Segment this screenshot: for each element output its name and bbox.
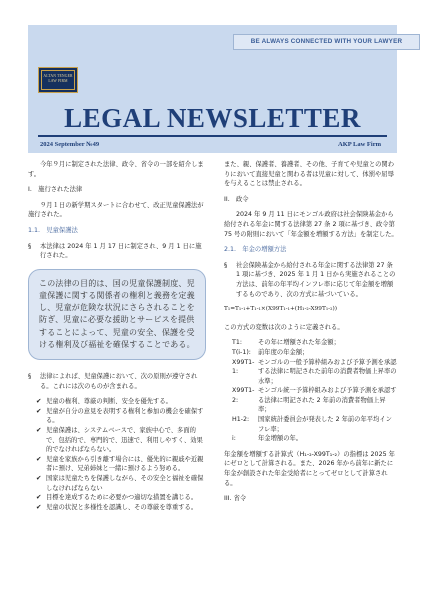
section-heading-ordinances: III. 省令 (224, 495, 247, 503)
variables-list (224, 338, 398, 444)
section-sign-icon: § (28, 242, 32, 250)
checkmark-icon: ✔ (36, 502, 42, 511)
list-item: ✔ 児童が自分の意見を表明する権利と参加の機会を確保する。 (36, 406, 204, 425)
checkmark-icon: ✔ (36, 473, 42, 482)
decrees-paragraph: 2024 年 9 月 11 日にモンゴル政府は社会保険基金から給付される年金に関する法律第 27 条 2 項に基づき、政令第 75 号の附則において「年金額を増額する方法」を制定した。 (224, 211, 398, 238)
formula-note: 年金額を増額する計算式（H₁-₂-X99T₁-₂）の指標は 2025 年にゼロとして計算される。また、2026 年から前年に新たに年金が創設された年金受給者にとってゼロとして計算される。 (224, 450, 395, 487)
variable-row: H1-2: 国家統計委員会が発表した 2 年前の年平均インフレ率； (232, 416, 392, 433)
variables-intro: この方式の変数は次のように定義される。 (224, 323, 344, 331)
pension-note (224, 261, 398, 299)
variable-row: X99T1-1: モンゴルの一般予算枠組みおよび予算予測を承認する法律に明記された前年の消費者物価上昇率の水準； (232, 358, 397, 385)
list-item: ✔ 児童の状況と多様性を認識し、その尊厳を尊重する。 (36, 502, 198, 511)
logo-text: ALTAN TENGER LAW FIRM (43, 74, 73, 83)
principles-intro (28, 372, 206, 391)
issue-date: 2024 September №49 (40, 141, 100, 148)
checkmark-icon: ✔ (36, 454, 42, 463)
laws-paragraph: ９月１日の新学期スタートに合わせて、改正児童保護法が施行された。 (28, 201, 204, 219)
enactment-note (28, 242, 206, 261)
pension-text: 社会保険基金から給付される年金に関する法律第 27 条 1 項に基づき、2025 年 1 月 1 日から実施されることの方法は、前年の年平均インフレ率に応じて年金額を増額するものであり、次の方式に基づいている。 (236, 261, 396, 298)
subsection-heading-child-protection: 1.1. 児童保護法 (28, 226, 78, 234)
variable-row: i: 年金増額の年。 (232, 435, 303, 443)
newsletter-header (28, 25, 403, 153)
left-column (28, 160, 206, 512)
firm-logo (38, 67, 78, 93)
checkmark-icon: ✔ (36, 406, 42, 415)
newsletter-title: LEGAL NEWSLETTER (64, 103, 361, 133)
slogan-banner: BE ALWAYS CONNECTED WITH YOUR LAWYER (233, 34, 420, 50)
continued-paragraph: また、親、保護者、養護者、その他、子育てや児童との関わりにおいて直接児童と関わる者は児童に対して、体罰や屈辱を与えることは禁止される。 (224, 161, 395, 188)
list-item: ✔ 目標を達成するために必要かつ適切な措置を講じる。 (36, 493, 198, 502)
subsection-heading-pension: 2.1. 年金の増額方法 (224, 246, 287, 254)
firm-name: AKP Law Firm (338, 141, 381, 148)
section-sign-icon: § (224, 261, 228, 269)
purpose-callout: この法律の目的は、国の児童保護制度、児童保護に関する関係者の権利と義務を定義し、児童が危険な状況にさらされることを防ぎ、児童に必要な援助とサービスを提供することによって、児童の安全、保護を受ける権利及び福祉を確保することである。 (28, 269, 206, 360)
section-sign-icon: § (28, 372, 32, 380)
principles-intro-text: 法律によれば、児童保護において、次の原則が遵守される。これには次のものが含まれる。 (40, 372, 198, 390)
right-column (224, 160, 398, 510)
list-item: ✔ 児童保護は、システムベースで、家族中心で、多面的で、包括的で、専門的で、迅速で、利用しやすく、効果的でなければならない。 (36, 425, 203, 454)
section-heading-laws: I. 施行された法律 (28, 186, 83, 194)
list-item: ✔ 国家は児童たちを保護しながら、その安全と福祉を確保しなければならない (36, 473, 204, 492)
header-rule (38, 135, 387, 137)
list-item: ✔ 児童の権利、尊厳の判断、安全を優先する。 (36, 397, 172, 406)
intro-paragraph: 今年９月に制定された法律、政令、省令の一部を紹介します。 (28, 161, 204, 178)
variable-row: T(i-1): 前年度の年金額； (232, 348, 309, 356)
checkmark-icon: ✔ (36, 493, 42, 502)
pension-formula: T₁=T₁-₁+T₁-₁×(X99T₁-₁+(H₁-₂-X99T₁-₂)) (224, 306, 337, 313)
checkmark-icon: ✔ (36, 397, 42, 406)
variable-row: T1: その年に増額された年金額； (232, 339, 340, 347)
list-item: ✔ 児童を家族から引き離す場合には、優先的に親戚や近親者に預け、兄弟姉妹と一緒に預けるよう努める。 (36, 454, 204, 473)
variable-row: X99T1-2: モンゴル統一予算枠組みおよび予算予測を承認する法律に明記された 2 年前の消費者物価上昇率； (232, 387, 397, 414)
enactment-text: 本法律は 2024 年 1 月 17 日に制定され、9 月 1 日に施行された。 (40, 242, 202, 260)
checkmark-icon: ✔ (36, 425, 42, 434)
principles-list (28, 397, 206, 512)
section-heading-decrees: II. 政令 (224, 195, 249, 203)
